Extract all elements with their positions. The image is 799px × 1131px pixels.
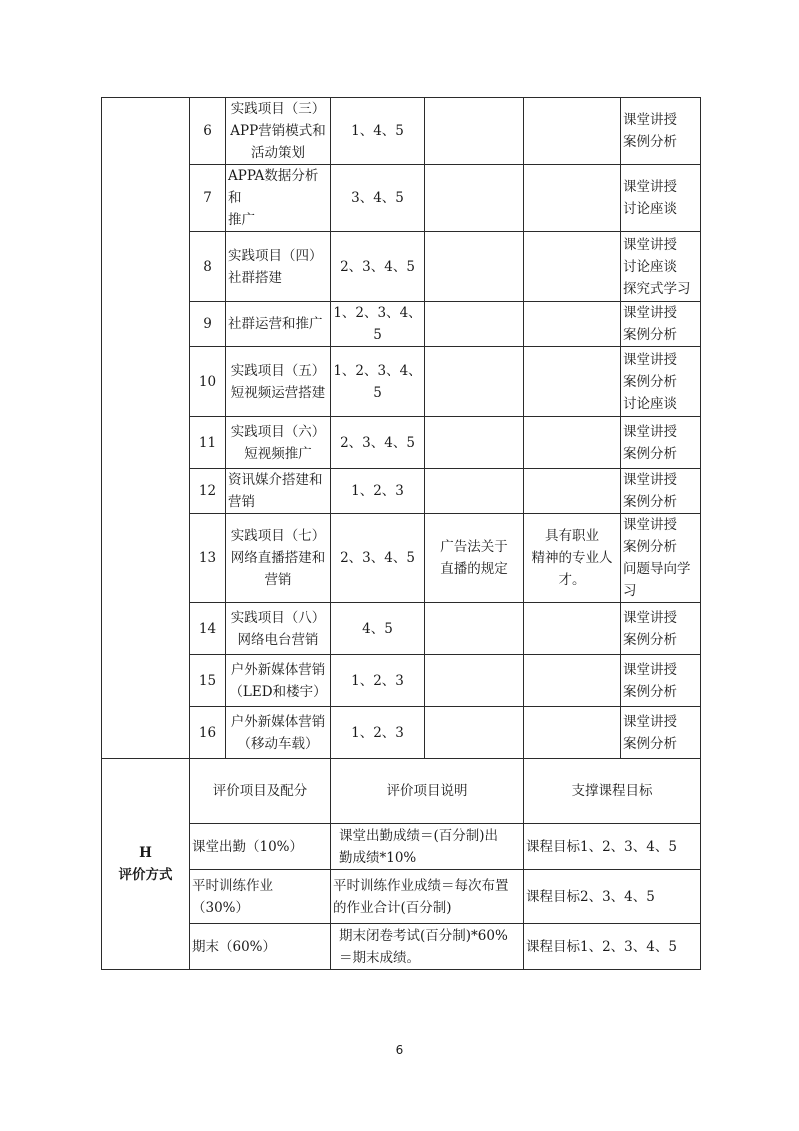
row-ideology — [425, 603, 524, 655]
row-method: 课堂讲授 案例分析 — [621, 98, 701, 165]
eval-goal: 课程目标2、3、4、5 — [524, 870, 701, 924]
course-table — [101, 97, 701, 970]
eval-desc: 课堂出勤成绩＝(百分制)出 勤成绩*10% — [331, 824, 524, 870]
evaluation-section-title: 评价方式 — [118, 867, 173, 883]
row-number: 9 — [190, 302, 226, 347]
row-goals: 1、4、5 — [331, 98, 425, 165]
row-ideology — [425, 469, 524, 514]
row-method: 课堂讲授 讨论座谈 — [621, 165, 701, 232]
row-goals: 1、2、3 — [331, 707, 425, 759]
eval-header-item: 评价项目及配分 — [190, 759, 331, 824]
row-goals: 2、3、4、5 — [331, 232, 425, 302]
schedule-section-cell — [102, 98, 190, 759]
row-method: 课堂讲授 案例分析 讨论座谈 — [621, 347, 701, 417]
row-ideology — [425, 165, 524, 232]
row-content: 实践项目（六） 短视频推广 — [226, 417, 331, 469]
eval-item: 平时训练作业 （30%） — [190, 870, 331, 924]
row-number: 11 — [190, 417, 226, 469]
row-method: 课堂讲授 案例分析 — [621, 417, 701, 469]
row-number: 13 — [190, 514, 226, 603]
row-element — [524, 232, 621, 302]
row-number: 12 — [190, 469, 226, 514]
row-element — [524, 603, 621, 655]
row-number: 8 — [190, 232, 226, 302]
row-element — [524, 655, 621, 707]
row-number: 15 — [190, 655, 226, 707]
row-goals: 1、2、3、4、5 — [331, 302, 425, 347]
row-number: 16 — [190, 707, 226, 759]
eval-header-goal: 支撑课程目标 — [524, 759, 701, 824]
row-element — [524, 98, 621, 165]
row-ideology — [425, 232, 524, 302]
schedule-row — [102, 347, 701, 417]
row-element — [524, 469, 621, 514]
row-method: 课堂讲授 案例分析 — [621, 707, 701, 759]
eval-header-desc: 评价项目说明 — [331, 759, 524, 824]
schedule-row — [102, 469, 701, 514]
row-number: 7 — [190, 165, 226, 232]
row-method: 课堂讲授 案例分析 — [621, 302, 701, 347]
row-content: 户外新媒体营销 （移动车载） — [226, 707, 331, 759]
schedule-row — [102, 98, 701, 165]
row-content: 户外新媒体营销 （LED和楼宇） — [226, 655, 331, 707]
row-number: 10 — [190, 347, 226, 417]
schedule-row — [102, 707, 701, 759]
row-number: 14 — [190, 603, 226, 655]
row-goals: 2、3、4、5 — [331, 514, 425, 603]
row-element — [524, 165, 621, 232]
row-ideology — [425, 417, 524, 469]
schedule-row — [102, 232, 701, 302]
row-content: APPA数据分析和 推广 — [226, 165, 331, 232]
schedule-row — [102, 417, 701, 469]
schedule-row — [102, 165, 701, 232]
row-content: 社群运营和推广 — [226, 302, 331, 347]
row-content: 实践项目（四） 社群搭建 — [226, 232, 331, 302]
row-ideology — [425, 347, 524, 417]
row-content: 实践项目（七） 网络直播搭建和 营销 — [226, 514, 331, 603]
row-goals: 4、5 — [331, 603, 425, 655]
row-element — [524, 417, 621, 469]
eval-item: 期末（60%） — [190, 924, 331, 970]
row-number: 6 — [190, 98, 226, 165]
evaluation-section-label — [102, 759, 190, 970]
row-method: 课堂讲授 案例分析 — [621, 603, 701, 655]
row-goals: 1、2、3 — [331, 655, 425, 707]
schedule-row — [102, 655, 701, 707]
row-goals: 2、3、4、5 — [331, 417, 425, 469]
eval-goal: 课程目标1、2、3、4、5 — [524, 924, 701, 970]
eval-desc: 期末闭卷考试(百分制)*60% ＝期末成绩。 — [331, 924, 524, 970]
row-goals: 1、2、3 — [331, 469, 425, 514]
row-goals: 1、2、3、4、5 — [331, 347, 425, 417]
row-method: 课堂讲授 讨论座谈 探究式学习 — [621, 232, 701, 302]
row-ideology — [425, 98, 524, 165]
schedule-row — [102, 514, 701, 603]
row-method: 课堂讲授 案例分析 问题导向学 习 — [621, 514, 701, 603]
eval-desc: 平时训练作业成绩＝每次布置 的作业合计(百分制) — [331, 870, 524, 924]
row-method: 课堂讲授 案例分析 — [621, 655, 701, 707]
row-content: 实践项目（五） 短视频运营搭建 — [226, 347, 331, 417]
row-content: 资讯媒介搭建和 营销 — [226, 469, 331, 514]
row-element — [524, 707, 621, 759]
row-content: 实践项目（三） APP营销模式和 活动策划 — [226, 98, 331, 165]
row-goals: 3、4、5 — [331, 165, 425, 232]
row-element — [524, 302, 621, 347]
row-content: 实践项目（八） 网络电台营销 — [226, 603, 331, 655]
row-method: 课堂讲授 案例分析 — [621, 469, 701, 514]
row-ideology: 广告法关于 直播的规定 — [425, 514, 524, 603]
row-ideology — [425, 302, 524, 347]
schedule-row — [102, 302, 701, 347]
row-ideology — [425, 707, 524, 759]
eval-item: 课堂出勤（10%） — [190, 824, 331, 870]
row-element — [524, 347, 621, 417]
page-number: 6 — [395, 1043, 404, 1057]
evaluation-section-letter: H — [139, 845, 152, 861]
schedule-row — [102, 603, 701, 655]
eval-goal: 课程目标1、2、3、4、5 — [524, 824, 701, 870]
row-element: 具有职业 精神的专业人 才。 — [524, 514, 621, 603]
row-ideology — [425, 655, 524, 707]
